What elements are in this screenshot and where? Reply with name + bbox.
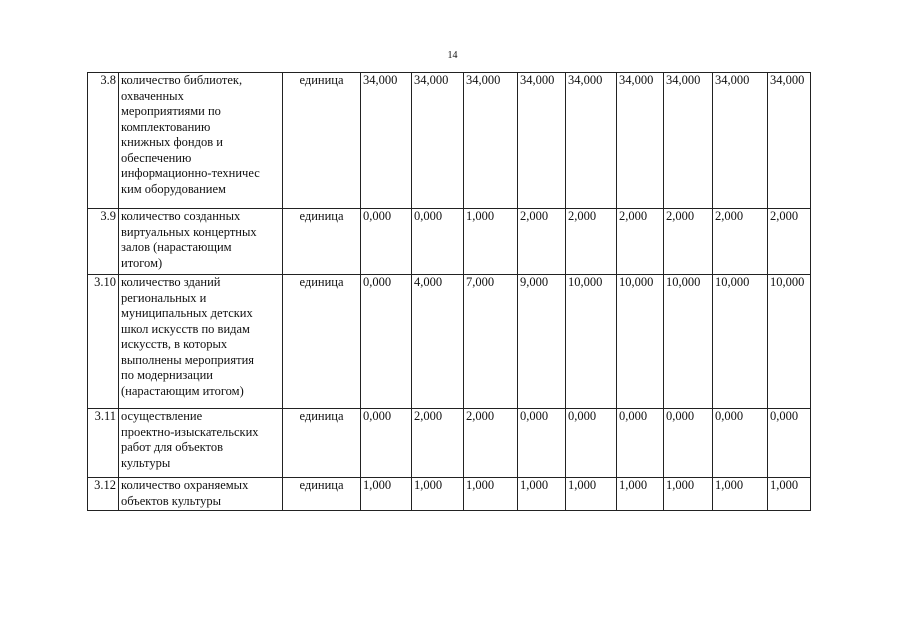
value-cell: 34,000	[566, 73, 617, 209]
value-cell: 10,000	[768, 275, 811, 409]
value-cell: 0,000	[664, 409, 713, 478]
value-cell: 0,000	[361, 409, 412, 478]
description-line: проектно-изыскательских	[121, 424, 259, 439]
description-line: залов (нарастающим	[121, 240, 232, 254]
description-line: ким оборудованием	[121, 181, 226, 196]
value-cell: 1,000	[464, 209, 518, 275]
value-cell: 2,000	[518, 209, 566, 275]
description-line: работ для объектов	[121, 440, 223, 454]
indicators-table	[87, 72, 811, 511]
description-line: выполнены мероприятия	[121, 352, 255, 367]
value-cell: 2,000	[713, 209, 768, 275]
description-line: школ искусств по видам	[121, 321, 250, 336]
description-line: по модернизации	[121, 368, 213, 382]
unit-cell: единица	[283, 478, 361, 511]
description-line: комплектованию	[121, 119, 211, 134]
description-line: итогом)	[121, 255, 163, 270]
unit-cell: единица	[283, 73, 361, 209]
value-cell: 34,000	[464, 73, 518, 209]
value-cell: 34,000	[713, 73, 768, 209]
row-number: 3.11	[88, 409, 119, 478]
page-number: 14	[447, 50, 458, 61]
value-cell: 34,000	[518, 73, 566, 209]
unit-cell: единица	[283, 409, 361, 478]
value-cell: 2,000	[664, 209, 713, 275]
value-cell: 0,000	[518, 409, 566, 478]
value-cell: 2,000	[412, 409, 464, 478]
table-row	[88, 209, 811, 275]
table-row	[88, 409, 811, 478]
description-line: количество охраняемых	[121, 478, 249, 492]
indicator-description	[119, 478, 283, 511]
description-line: осуществление	[121, 409, 203, 423]
value-cell: 0,000	[361, 275, 412, 409]
value-cell: 10,000	[566, 275, 617, 409]
value-cell: 1,000	[361, 478, 412, 511]
value-cell: 2,000	[617, 209, 664, 275]
table-row	[88, 73, 811, 209]
value-cell: 1,000	[566, 478, 617, 511]
description-line: обеспечению	[121, 150, 192, 165]
value-cell: 34,000	[617, 73, 664, 209]
description-line: виртуальных концертных	[121, 224, 257, 239]
value-cell: 0,000	[412, 209, 464, 275]
value-cell: 1,000	[713, 478, 768, 511]
value-cell: 1,000	[412, 478, 464, 511]
value-cell: 0,000	[617, 409, 664, 478]
indicator-description	[119, 209, 283, 275]
indicator-description	[119, 409, 283, 478]
value-cell: 2,000	[566, 209, 617, 275]
value-cell: 1,000	[617, 478, 664, 511]
row-number: 3.12	[88, 478, 119, 511]
value-cell: 1,000	[768, 478, 811, 511]
description-line: количество зданий	[121, 275, 221, 289]
value-cell: 10,000	[664, 275, 713, 409]
value-cell: 7,000	[464, 275, 518, 409]
value-cell: 34,000	[361, 73, 412, 209]
unit-cell: единица	[283, 209, 361, 275]
description-line: мероприятиями по	[121, 104, 221, 118]
unit-cell: единица	[283, 275, 361, 409]
description-line: культуры	[121, 455, 171, 470]
description-line: объектов культуры	[121, 493, 222, 508]
description-line: количество библиотек,	[121, 73, 243, 87]
value-cell: 34,000	[412, 73, 464, 209]
row-number: 3.10	[88, 275, 119, 409]
value-cell: 10,000	[617, 275, 664, 409]
value-cell: 9,000	[518, 275, 566, 409]
indicator-description	[119, 275, 283, 409]
value-cell: 34,000	[768, 73, 811, 209]
table-row	[88, 478, 811, 511]
value-cell: 0,000	[361, 209, 412, 275]
row-number: 3.8	[88, 73, 119, 209]
value-cell: 2,000	[464, 409, 518, 478]
value-cell: 2,000	[768, 209, 811, 275]
description-line: муниципальных детских	[121, 306, 253, 320]
value-cell: 34,000	[664, 73, 713, 209]
table-row	[88, 275, 811, 409]
value-cell: 4,000	[412, 275, 464, 409]
description-line: искусств, в которых	[121, 337, 228, 351]
value-cell: 1,000	[518, 478, 566, 511]
description-line: количество созданных	[121, 209, 241, 223]
value-cell: 0,000	[713, 409, 768, 478]
value-cell: 0,000	[768, 409, 811, 478]
description-line: региональных и	[121, 290, 207, 305]
description-line: охваченных	[121, 88, 184, 103]
value-cell: 1,000	[464, 478, 518, 511]
description-line: книжных фондов и	[121, 135, 223, 149]
value-cell: 1,000	[664, 478, 713, 511]
value-cell: 10,000	[713, 275, 768, 409]
description-line: информационно-техничес	[121, 166, 260, 180]
value-cell: 0,000	[566, 409, 617, 478]
description-line: (нарастающим итогом)	[121, 383, 244, 398]
row-number: 3.9	[88, 209, 119, 275]
indicator-description	[119, 73, 283, 209]
